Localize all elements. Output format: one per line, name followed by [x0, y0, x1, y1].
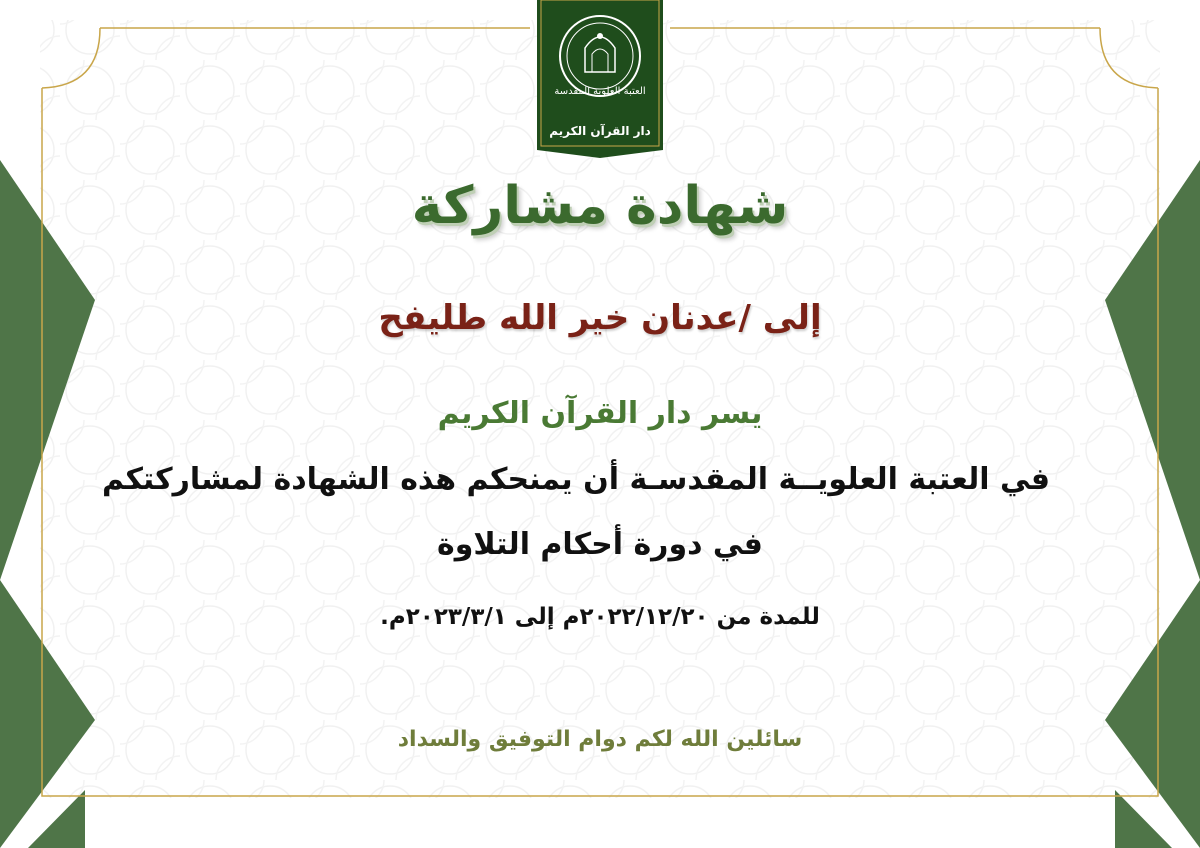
closing-wish: سائلين الله لكم دوام التوفيق والسداد [397, 727, 803, 752]
certificate-title: شهادة مشاركة [411, 176, 789, 236]
recipient-name: إلى /عدنان خير الله طليفح [378, 298, 822, 338]
course-period: للمدة من ٢٠٢٢/١٢/٢٠م إلى ٢٠٢٣/٣/١م. [380, 604, 820, 630]
issuer-intro: يسر دار القرآن الكريم [437, 396, 763, 431]
emblem-seal-text: العتبة العلوية المقدسة [554, 86, 646, 97]
shrine-emblem [537, 0, 663, 158]
certificate-body-line-2: في دورة أحكام التلاوة [437, 527, 763, 562]
certificate-body-line-1: في العتبة العلويــة المقدسـة أن يمنحكم هذه الشهادة لمشاركتكم [101, 462, 1050, 497]
emblem-caption: دار القرآن الكريم [549, 124, 651, 138]
